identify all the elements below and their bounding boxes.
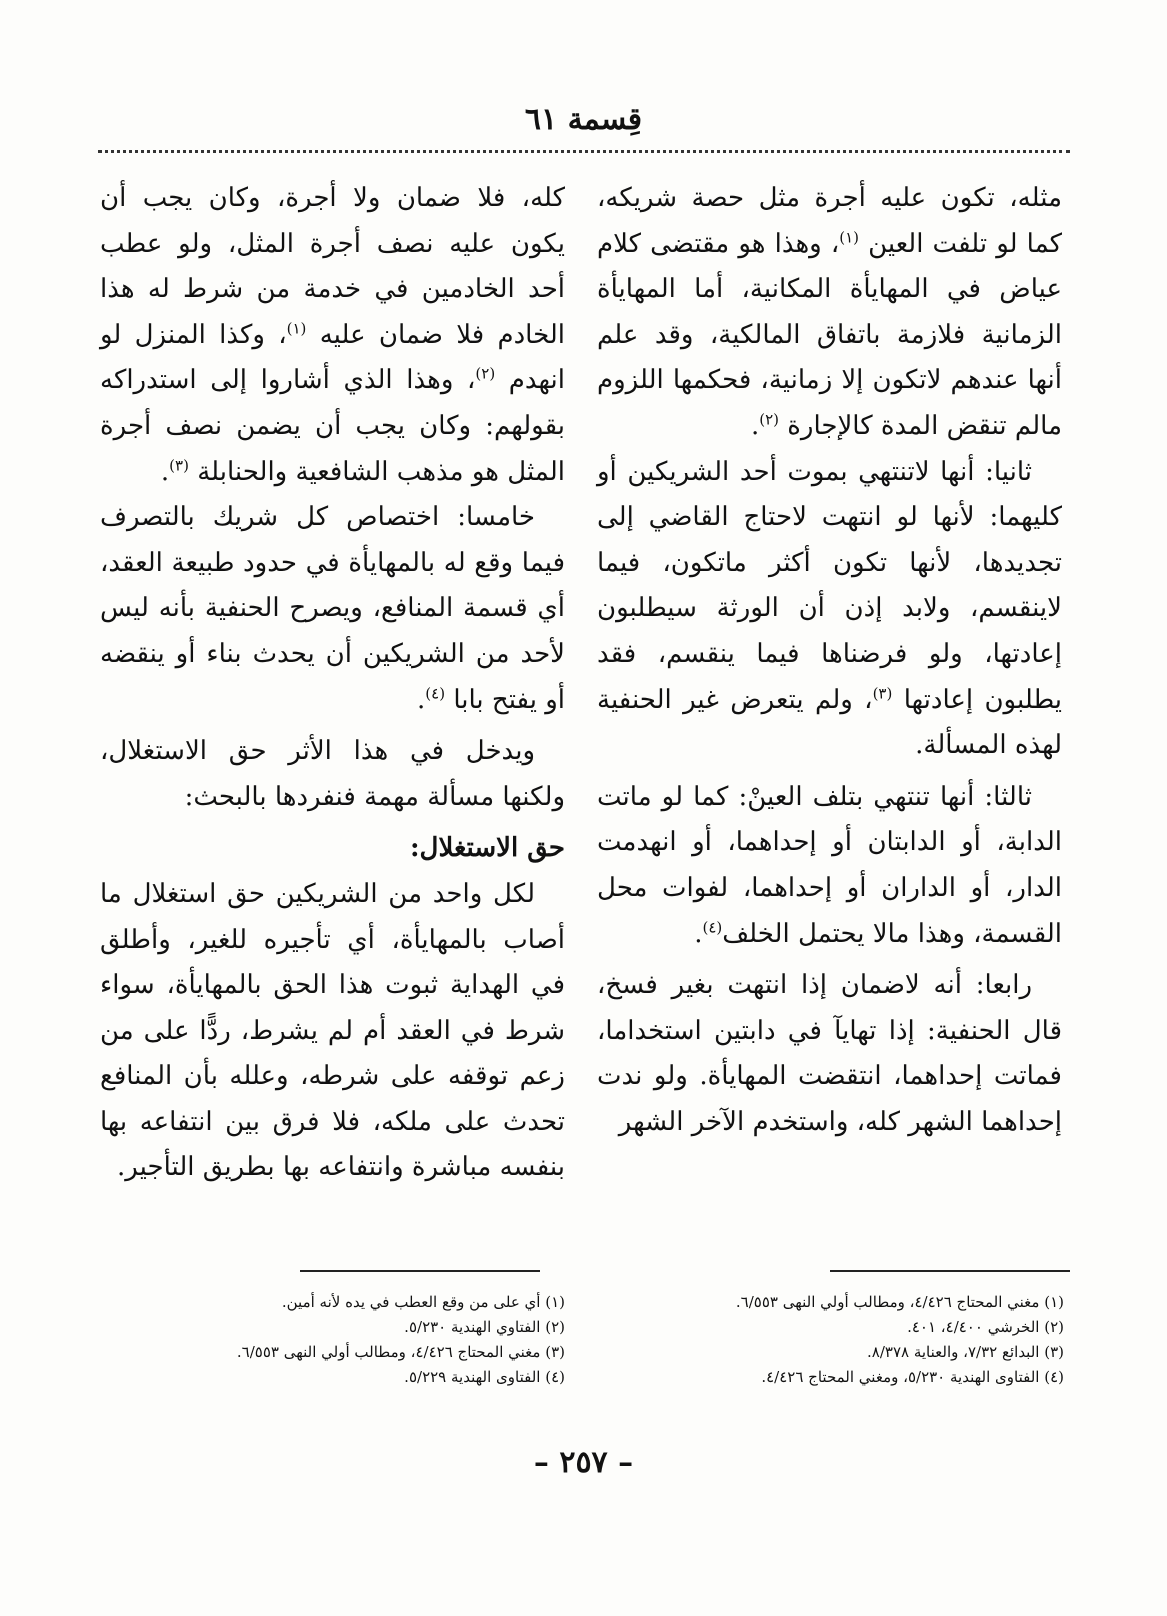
right-para-2-text: ثانيا: أنها لاتنتهي بموت أحد الشريكين أو كليهما: لأنها لو انتهت لاحتاج القاضي إلى تجديدها، لأنها تكون أكثر ماتكون، فيما لاينقسم، ولابد إذن أن الورثة سيطلبون إعادتها، ولو فرضناها فيما ينقسم، فقد يطلبون إعادتها xyxy=(597,456,1063,715)
right-para-4-text: رابعا: أنه لاضمان إذا انتهت بغير فسخ، قال الحنفية: إذا تهايآ في دابتين استخداما، فماتت إحداهما، انتقضت المهايأة. ولو ندت إحداهما الشهر كله، واستخدم الآخر الشهر xyxy=(597,970,1062,1137)
footnote-right-1: (١) مغني المحتاج ٤/٤٢٦، ومطالب أولي النهى ٦/٥٥٣. xyxy=(735,1293,1064,1311)
footnote-divider-left xyxy=(300,1270,540,1272)
header-dotted-divider xyxy=(98,150,1070,153)
left-paragraph-1 xyxy=(100,176,565,495)
left-para-2-end: . xyxy=(417,684,426,715)
footnote-ref-right-3[interactable]: (٣) xyxy=(872,683,893,702)
footnote-ref-left-3[interactable]: (٣) xyxy=(169,455,189,474)
left-paragraph-2 xyxy=(100,495,565,723)
footnotes-left-list xyxy=(95,1290,565,1390)
right-text-column xyxy=(597,176,1062,1145)
left-para-1-text-b: ، وكذا المنزل لو انهدم xyxy=(100,319,565,396)
footnote-divider-right xyxy=(830,1270,1070,1272)
right-para-3-end: . xyxy=(694,918,703,949)
left-para-1-text-a: كله، فلا ضمان ولا أجرة، وكان يجب أن يكون عليه نصف أجرة المثل، ولو عطب أحد الخادمين في خدمة من شرط له هذا الخادم فلا ضمان عليه xyxy=(100,183,566,350)
footnote-left-4: (٤) الفتاوى الهندية ٥/٢٢٩. xyxy=(404,1368,565,1386)
footnote-ref-left-1[interactable]: (١) xyxy=(286,319,307,338)
footnote-ref-right-2[interactable]: (٢) xyxy=(759,410,780,429)
left-text-column xyxy=(100,176,565,1191)
right-paragraph-3 xyxy=(597,775,1062,957)
footnote-right-3: (٣) البدائع ٧/٣٢، والعناية ٨/٣٧٨. xyxy=(867,1343,1064,1361)
right-para-1-text-a: مثله، تكون عليه أجرة مثل حصة شريكه، كما لو تلفت العين xyxy=(597,183,1062,259)
footnote-ref-left-2[interactable]: (٢) xyxy=(475,364,496,383)
section-heading-exploitation-right: حق الاستغلال: xyxy=(409,833,565,864)
right-paragraph-2 xyxy=(597,450,1062,769)
footnote-left-3: (٣) مغني المحتاج ٤/٤٢٦، ومطالب أولي النهى ٦/٥٥٣. xyxy=(236,1343,565,1361)
left-para-1-end: . xyxy=(160,456,170,487)
left-paragraph-3: ويدخل في هذا الأثر حق الاستغلال، ولكنها مسألة مهمة فنفردها بالبحث: xyxy=(100,736,565,812)
right-paragraph-1 xyxy=(597,176,1062,450)
right-para-1-text-b: ، وهذا هو مقتضى كلام عياض في المهايأة المكانية، أما المهايأة الزمانية فلازمة باتفاق المالكية، وقد علم أنها عندهم لاتكون إلا زمانية، فحكمها اللزوم مالم تنقض المدة كالإجارة xyxy=(597,228,1062,441)
left-para-1-text-c: ، وهذا الذي أشاروا إلى استدراكه بقولهم: وكان يجب أن يضمن نصف أجرة المثل هو مذهب الشافعية والحنابلة xyxy=(100,365,565,487)
footnote-ref-right-1[interactable]: (١) xyxy=(839,227,860,246)
footnote-ref-left-4[interactable]: (٤) xyxy=(425,683,446,702)
page-header-title: قِسمة ٦١ xyxy=(524,102,643,137)
footnote-right-2: (٢) الخرشي ٤/٤٠٠، ٤٠١. xyxy=(907,1318,1064,1336)
right-para-2-end: ، ولم يتعرض غير الحنفية لهذه المسألة. xyxy=(597,684,1062,761)
footnote-left-1: (١) أي على من وقع العطب في يده لأنه أمين. xyxy=(281,1293,565,1311)
left-paragraph-4: لكل واحد من الشريكين حق استغلال ما أصاب بالمهايأة، أي تأجيره للغير، وأطلق في الهداية ثبوت هذا الحق بالمهايأة، سواء شرط في العقد أم لم يشرط، ردًّا على من زعم توقفه على شرطه، وعلله بأن المنافع تحدث على ملكه، فلا فرق بين انتفاعه بها بنفسه مباشرة وانتفاعه بها بطريق التأجير. xyxy=(100,878,565,1183)
footnotes-right-list xyxy=(594,1290,1064,1390)
right-para-1-end: . xyxy=(750,410,760,441)
right-para-3-text: ثالثا: أنها تنتهي بتلف العينْ: كما لو ماتت الدابة، أو الدابتان أو إحداهما، أو انهدمت الدار، أو الداران أو إحداهما، لفوات محل القسمة، وهذا مالا يحتمل الخلف xyxy=(597,781,1062,949)
footnote-ref-right-4[interactable]: (٤) xyxy=(702,917,723,936)
footnote-left-2: (٢) الفتاوي الهندية ٥/٢٣٠. xyxy=(404,1318,565,1336)
footnote-right-4: (٤) الفتاوى الهندية ٥/٢٣٠، ومغني المحتاج ٤/٤٢٦. xyxy=(761,1368,1064,1386)
page-number: – ٢٥٧ – xyxy=(533,1445,634,1480)
right-paragraph-4 xyxy=(597,963,1062,1145)
left-para-2-text: خامسا: اختصاص كل شريك بالتصرف فيما وقع له بالمهايأة في حدود طبيعة العقد، أي قسمة المنافع، ويصرح الحنفية بأنه ليس لأحد من الشريكين أن يحدث بناء أو ينقضه أو يفتح بابا xyxy=(100,502,565,715)
